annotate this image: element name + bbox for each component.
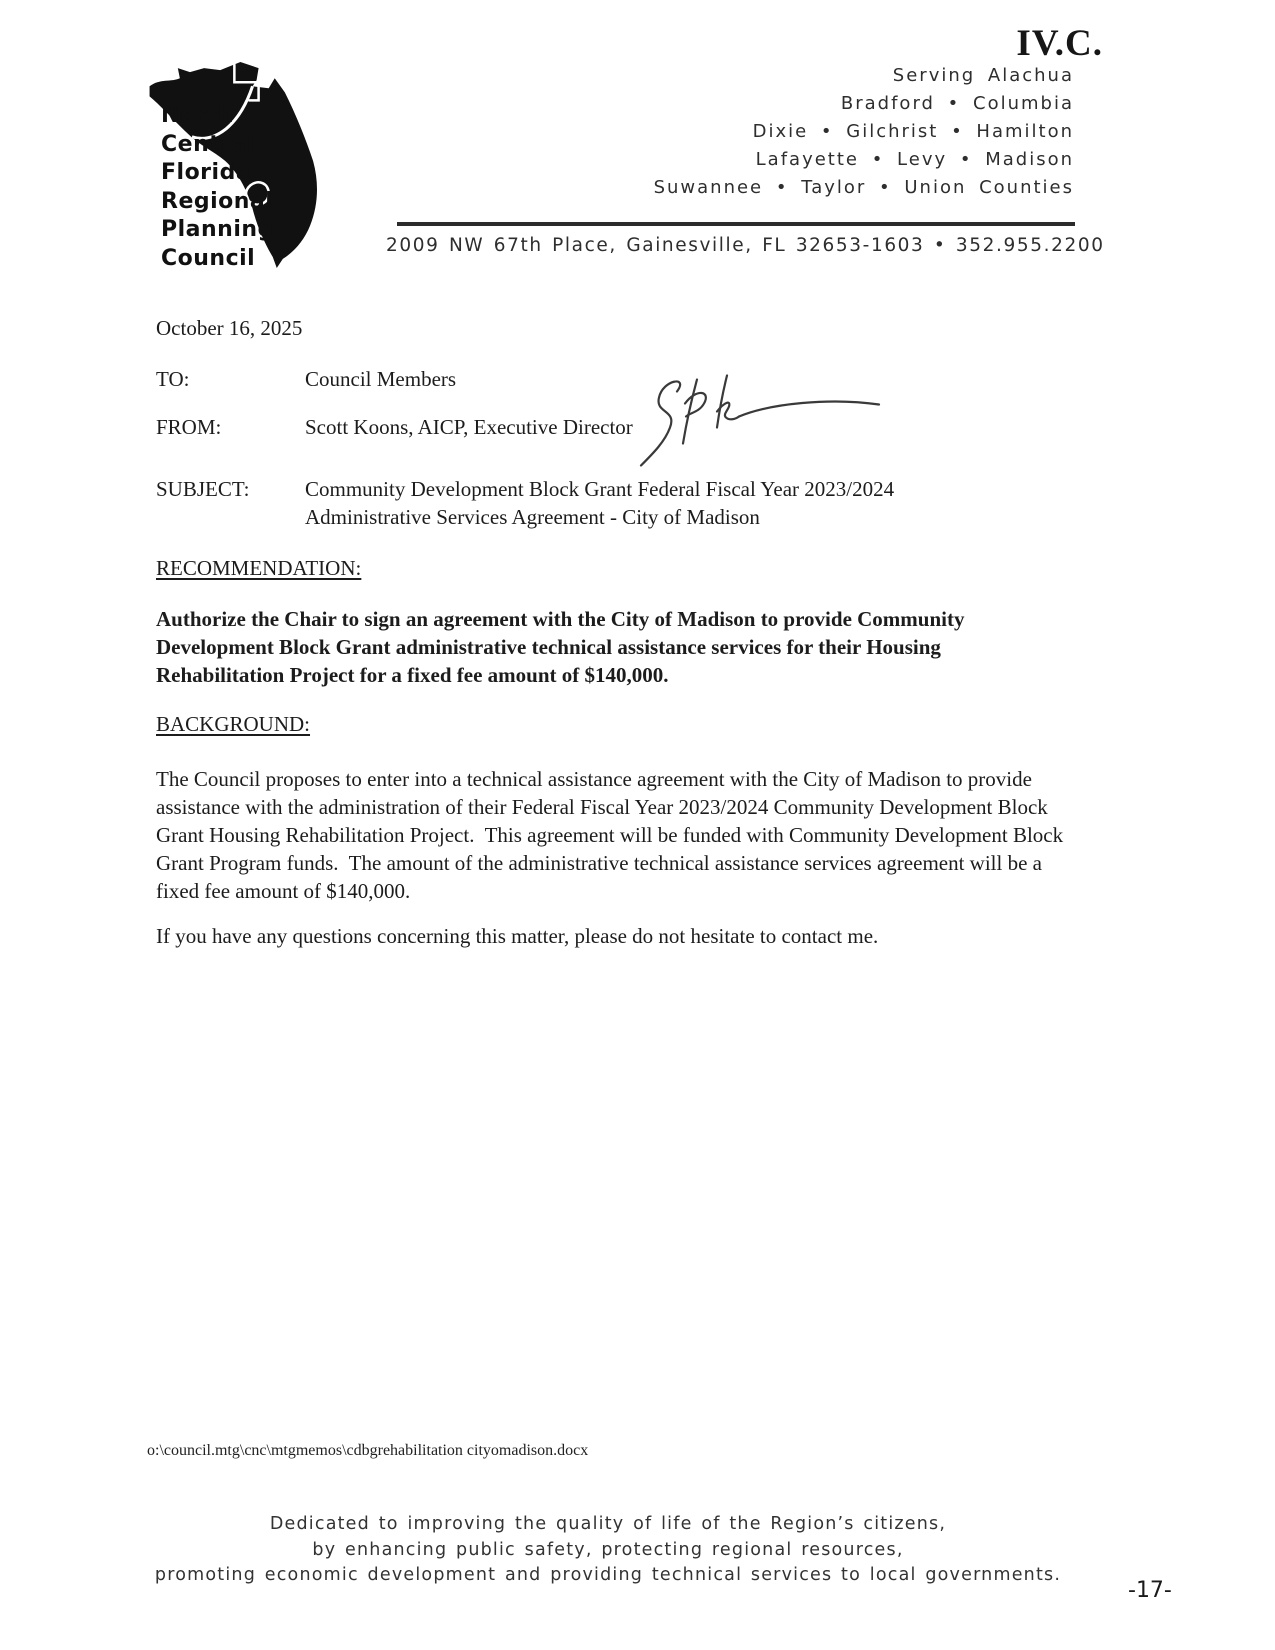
to-label: TO:: [156, 367, 190, 391]
closing-line: If you have any questions concerning this matter, please do not hesitate to contact me.: [156, 924, 879, 948]
logo-line: Florida: [161, 160, 252, 185]
serving-counties-list: [654, 62, 1074, 202]
from-label: FROM:: [156, 415, 222, 439]
address-phone-line: 2009 NW 67th Place, Gainesville, FL 32653-1603 • 352.955.2200: [386, 235, 1105, 256]
subject-line1: Community Development Block Grant Federal Fiscal Year 2023/2024: [305, 477, 895, 501]
recommendation-heading: RECOMMENDATION:: [156, 556, 362, 580]
logo-line: Regional: [161, 188, 274, 214]
subject-line2: Administrative Services Agreement - City of Madison: [305, 505, 760, 529]
recommendation-paragraph: Authorize the Chair to sign an agreement with the City of Madison to provide Community Development Block Grant administrative technical assistance services for their Housing Rehabilitation Project for a fixed fee amount of $140,000.: [156, 607, 970, 687]
ncfrpc-logo: [145, 56, 353, 271]
memo-subject-row: [156, 475, 1056, 531]
memo-from-row: [156, 413, 1056, 441]
dedication-statement: [0, 1512, 1216, 1589]
header-divider-rule: [397, 222, 1075, 226]
from-value: Scott Koons, AICP, Executive Director: [305, 415, 633, 439]
memo-to-row: [156, 365, 1056, 393]
logo-wordmark: [161, 102, 274, 273]
logo-line: Central: [161, 131, 255, 157]
serving-line: Bradford • Columbia: [840, 93, 1074, 114]
dedication-line: Dedicated to improving the quality of life of the Region’s citizens,: [269, 1514, 947, 1534]
serving-line: Suwannee • Taylor • Union Counties: [653, 177, 1074, 198]
page-number: -17-: [1128, 1578, 1172, 1603]
memo-date: October 16, 2025: [156, 316, 303, 340]
serving-line: Serving Alachua: [892, 65, 1074, 86]
agenda-item-number: IV.C.: [1016, 23, 1103, 64]
serving-line: Dixie • Gilchrist • Hamilton: [752, 121, 1074, 142]
dedication-line: promoting economic development and providing technical services to local governments.: [154, 1565, 1062, 1585]
logo-line: North: [161, 103, 235, 128]
logo-line: Planning: [161, 217, 274, 242]
serving-line: Lafayette • Levy • Madison: [755, 149, 1074, 170]
logo-line: Council: [161, 245, 256, 271]
document-file-path: o:\council.mtg\cnc\mtgmemos\cdbgrehabilitation cityomadison.docx: [147, 1442, 589, 1459]
signature-scribble: [635, 370, 885, 468]
subject-label: SUBJECT:: [156, 477, 250, 501]
to-value: Council Members: [305, 367, 457, 391]
background-paragraph: The Council proposes to enter into a technical assistance agreement with the City of Madison to provide assistance with the administration of their Federal Fiscal Year 2023/2024 Community Development Block Grant Housing Rehabilitation Project. This agreement will be funded with Community Development Block Grant Program funds. The amount of the administrative technical assistance services agreement will be a fixed fee amount of $140,000.: [156, 767, 1069, 903]
dedication-line: by enhancing public safety, protecting regional resources,: [312, 1539, 904, 1560]
background-heading: BACKGROUND:: [156, 712, 311, 736]
